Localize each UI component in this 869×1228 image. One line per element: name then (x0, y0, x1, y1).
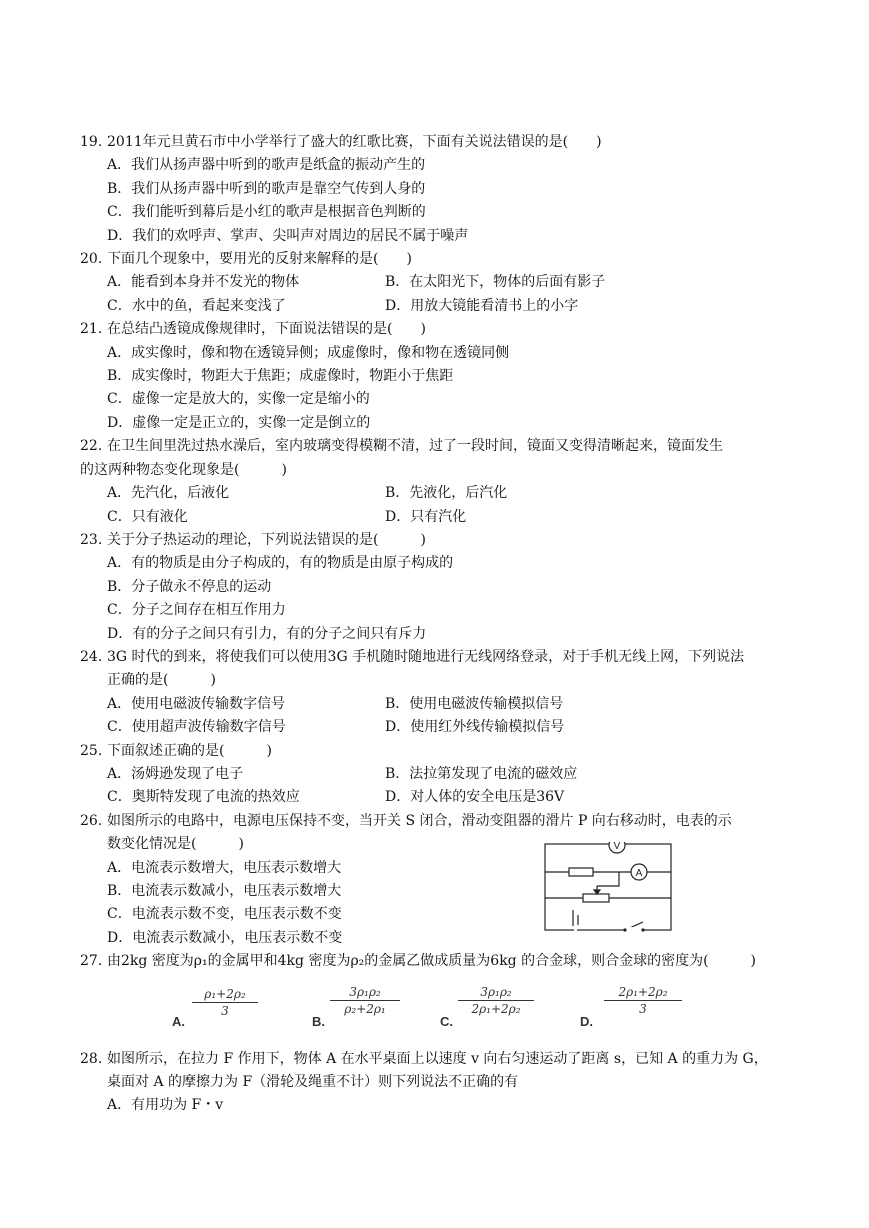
formula-fraction (458, 984, 534, 1017)
question-stem (80, 646, 799, 693)
option-a: A．使用电磁波传输数字信号 (107, 695, 286, 712)
option-list (80, 857, 387, 951)
option-a: A．先汽化，后液化 (107, 485, 230, 502)
option-c: C．奥斯特发现了电流的热效应 (107, 789, 300, 806)
question-stem (80, 950, 799, 973)
option-list (80, 154, 799, 248)
question-text-line2: 正确的是( ) (107, 672, 216, 689)
option-a: A．能看到本身并不发光的物体 (107, 274, 300, 291)
question-23 (0, 529, 869, 646)
formula-fraction (192, 986, 258, 1019)
question-text: 在卫生间里洗过热水澡后，室内玻璃变得模糊不清，过了一段时间，镜面又变得清晰起来，镜面发生 (107, 438, 723, 455)
question-text-line2: 的这两种物态变化现象是( ) (80, 461, 287, 478)
option-a: A．电流表示数增大，电压表示数增大 (107, 859, 342, 876)
option-list (80, 693, 799, 740)
option-b: B．我们从扬声器中听到的歌声是靠空气传到人身的 (107, 180, 426, 197)
question-20 (0, 248, 869, 318)
question-number: 26. (80, 812, 103, 829)
voltmeter-label: V (613, 842, 621, 852)
option-list (80, 1094, 799, 1117)
question-number: 28. (80, 1050, 103, 1067)
fixed-resistor (569, 868, 593, 876)
question-number: 21. (80, 321, 103, 338)
option-d: D．虚像一定是正立的，实像一定是倒立的 (107, 414, 371, 431)
option-c: C．只有液化 (107, 508, 188, 525)
question-stem (80, 131, 799, 154)
formula-numerator: 3ρ₁ρ₂ (330, 984, 400, 1001)
question-stem (80, 318, 799, 341)
question-28 (0, 1048, 869, 1118)
circuit-frame (545, 844, 671, 930)
formula-numerator: 2ρ₁+2ρ₂ (604, 984, 682, 1001)
question-number: 20. (80, 251, 103, 268)
option-b: B．法拉第发现了电流的磁效应 (385, 765, 578, 782)
option-d: D．使用红外线传输模拟信号 (385, 719, 565, 736)
option-d: D．用放大镜能看清书上的小字 (385, 297, 579, 314)
formula-label: D. (580, 1013, 593, 1029)
question-text: 如图所示的电路中，电源电压保持不变，当开关 S 闭合，滑动变阻器的滑片 P 向右移动时，电表的示 (107, 812, 732, 829)
formula-numerator: 3ρ₁ρ₂ (458, 984, 534, 1001)
question-text: 下面几个现象中，要用光的反射来解释的是( ) (107, 251, 412, 268)
question-text: 3G 时代的到来，将使我们可以使用3G 手机随时随地进行无线网络登录，对于手机无线上网，下列说法 (107, 648, 745, 665)
option-b: B．使用电磁波传输模拟信号 (385, 695, 564, 712)
question-text: 2011年元旦黄石市中小学举行了盛大的红歌比赛，下面有关说法错误的是( ) (107, 134, 602, 150)
option-a: A．有用功为 F・v (107, 1097, 224, 1114)
option-a: A．成实像时，像和物在透镜异侧；成虚像时，像和物在透镜同侧 (107, 344, 510, 361)
option-a: A．汤姆逊发现了电子 (107, 765, 244, 782)
formula-label: C. (440, 1013, 453, 1029)
formula-numerator: ρ₁+2ρ₂ (192, 986, 258, 1003)
question-22 (0, 435, 869, 529)
option-b: B．先液化，后汽化 (385, 485, 508, 502)
option-b: B．在太阳光下，物体的后面有影子 (385, 274, 606, 291)
formula-fraction (604, 984, 682, 1017)
option-list (80, 552, 799, 646)
formula-label: A. (172, 1013, 185, 1029)
option-a: A．有的物质是由分子构成的，有的物质是由原子构成的 (107, 555, 454, 572)
question-number: 25. (80, 742, 103, 759)
question-number: 27. (80, 953, 103, 970)
question-text: 在总结凸透镜成像规律时，下面说法错误的是( ) (107, 321, 426, 338)
question-number: 19. (80, 134, 103, 150)
option-b: B．分子做永不停息的运动 (107, 578, 272, 595)
formula-denominator: ρ₂+2ρ₁ (344, 1001, 386, 1016)
option-b: B．成实像时，物距大于焦距；成虚像时，物距小于焦距 (107, 368, 454, 385)
question-27 (0, 950, 869, 1041)
option-d: D．我们的欢呼声、掌声、尖叫声对周边的居民不属于噪声 (107, 227, 469, 244)
formula-denominator: 3 (221, 1003, 229, 1018)
option-d: D．有的分子之间只有引力，有的分子之间只有斥力 (107, 625, 427, 642)
option-list (80, 271, 799, 318)
question-stem (80, 1048, 799, 1095)
question-24 (0, 646, 869, 740)
option-c: C．我们能听到幕后是小红的歌声是根据音色判断的 (107, 204, 426, 221)
option-c: C．水中的鱼，看起来变浅了 (107, 297, 286, 314)
question-stem (80, 529, 799, 552)
question-26 (0, 810, 869, 950)
question-21 (0, 318, 869, 435)
question-text: 由2kg 密度为ρ₁的金属甲和4kg 密度为ρ₂的金属乙做成质量为6kg 的合金球，则合金球的密度为( ) (107, 953, 757, 970)
option-list (80, 342, 799, 436)
formula-label: B. (312, 1013, 325, 1029)
question-text-line2: 桌面对 A 的摩擦力为 F（滑轮及绳重不计）则下列说法不正确的有 (107, 1074, 519, 1091)
question-text: 关于分子热运动的理论，下列说法错误的是( ) (107, 531, 426, 548)
question-number: 22. (80, 438, 103, 455)
option-b: B．电流表示数减小，电压表示数增大 (107, 883, 342, 899)
formula-options (80, 982, 799, 1042)
slide-rheostat (583, 894, 609, 902)
option-list (80, 482, 799, 529)
question-stem (80, 810, 799, 857)
option-c: C．电流表示数不变，电压表示数不变 (107, 906, 342, 923)
question-number: 24. (80, 648, 103, 665)
formula-denominator: 2ρ₁+2ρ₂ (471, 1001, 521, 1016)
option-c: C．虚像一定是放大的，实像一定是缩小的 (107, 391, 370, 408)
circuit-diagram (543, 842, 675, 932)
question-19 (0, 131, 869, 248)
option-list (80, 763, 799, 810)
option-d: D．只有汽化 (385, 508, 467, 525)
exam-page (0, 131, 869, 1118)
question-25 (0, 740, 869, 810)
question-text: 如图所示，在拉力 F 作用下，物体 A 在水平桌面上以速度 v 向右匀速运动了距离 s，已知 A 的重力为 G， (107, 1050, 768, 1067)
question-number: 23. (80, 531, 103, 548)
option-d: D．电流表示数减小，电压表示数不变 (107, 929, 343, 946)
option-c: C．使用超声波传输数字信号 (107, 719, 286, 736)
question-stem (80, 248, 799, 271)
question-text: 下面叙述正确的是( ) (107, 742, 272, 759)
ammeter-label: A (635, 868, 643, 879)
formula-fraction (330, 984, 400, 1017)
option-d: D．对人体的安全电压是36V (385, 789, 565, 806)
question-text-line2: 数变化情况是( ) (107, 836, 244, 853)
option-a: A．我们从扬声器中听到的歌声是纸盒的振动产生的 (107, 157, 426, 174)
option-c: C．分子之间存在相互作用力 (107, 602, 286, 619)
question-stem (80, 435, 799, 482)
question-stem (80, 740, 799, 763)
formula-denominator: 3 (639, 1001, 647, 1016)
